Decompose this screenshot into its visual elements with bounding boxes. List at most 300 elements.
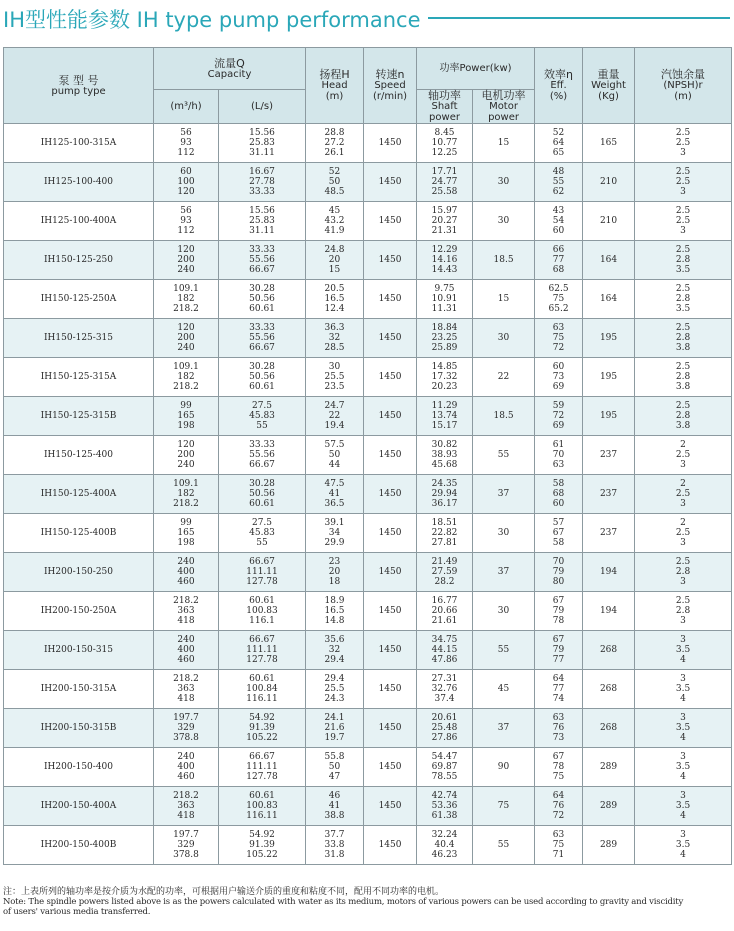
cell-model: IH150-125-400B [4, 514, 154, 553]
cell-npsh [635, 241, 732, 280]
cell-weight: 195 [583, 397, 635, 436]
cell-capacity-m3h-value: 218.2 [173, 596, 199, 606]
cell-npsh-value: 3.5 [675, 840, 691, 850]
cell-efficiency [535, 241, 583, 280]
cell-npsh-value: 2.5 [675, 245, 691, 255]
cell-efficiency-value: 63 [552, 713, 565, 723]
page-title: IH型性能参数 IH type pump performance [3, 8, 421, 32]
cell-capacity-m3h-value: 100 [177, 177, 195, 187]
cell-shaft-power-value: 24.77 [431, 177, 458, 187]
cell-npsh-value: 2.5 [675, 128, 691, 138]
cell-capacity-ls-value: 30.28 [249, 479, 275, 489]
cell-efficiency-value: 54 [552, 216, 565, 226]
cell-shaft-power-value: 38.93 [431, 450, 458, 460]
cell-head [306, 514, 364, 553]
cell-shaft-power-value: 30.82 [431, 440, 458, 450]
cell-capacity-m3h-value: 218.2 [173, 791, 199, 801]
cell-head-value: 45 [328, 206, 341, 216]
cell-npsh-value: 2.5 [675, 284, 691, 294]
table-row [4, 748, 732, 787]
cell-shaft-power-value: 20.61 [431, 713, 458, 723]
cell-efficiency-value: 69 [552, 421, 565, 431]
cell-efficiency-value: 64 [552, 674, 565, 684]
cell-capacity-m3h-value: 418 [177, 694, 195, 704]
cell-npsh-value: 2.8 [675, 567, 691, 577]
table-row [4, 397, 732, 436]
cell-capacity-m3h-value: 109.1 [173, 362, 199, 372]
cell-efficiency [535, 202, 583, 241]
cell-capacity-ls [219, 241, 306, 280]
header-shaft-power: 轴功率 Shaft power [417, 90, 473, 124]
footnote-en-line1: Note: The spindle powers listed above is as the powers calculated with water as its medium, motors of various powers can be used according to gravity and viscidity [3, 897, 684, 907]
cell-shaft-power-value: 14.16 [431, 255, 458, 265]
cell-shaft-power-value: 45.68 [431, 460, 458, 470]
cell-head-value: 35.6 [324, 635, 345, 645]
cell-capacity-ls-value: 30.28 [249, 284, 275, 294]
cell-capacity-m3h-value: 120 [177, 187, 195, 197]
cell-capacity-m3h [154, 826, 219, 865]
cell-capacity-m3h [154, 280, 219, 319]
cell-head-value: 20 [328, 567, 341, 577]
table-row [4, 631, 732, 670]
cell-shaft-power [417, 163, 473, 202]
cell-weight: 237 [583, 514, 635, 553]
cell-head-value: 52 [328, 167, 341, 177]
header-head: 扬程H Head (m) [306, 48, 364, 124]
cell-shaft-power-value: 21.49 [431, 557, 458, 567]
cell-head-value: 48.5 [324, 187, 345, 197]
cell-npsh-value: 2.5 [675, 596, 691, 606]
cell-speed: 1450 [364, 319, 417, 358]
cell-efficiency-value: 65 [552, 148, 565, 158]
cell-capacity-ls-value: 100.83 [246, 801, 278, 811]
cell-efficiency-value: 64 [552, 138, 565, 148]
cell-weight: 195 [583, 319, 635, 358]
cell-npsh [635, 787, 732, 826]
cell-shaft-power-value: 25.89 [431, 343, 458, 353]
cell-capacity-ls-value: 66.67 [249, 557, 275, 567]
cell-efficiency-value: 62 [552, 187, 565, 197]
cell-speed: 1450 [364, 397, 417, 436]
cell-capacity-ls-value: 27.78 [249, 177, 275, 187]
cell-capacity-ls-value: 60.61 [249, 791, 275, 801]
cell-model: IH200-150-400A [4, 787, 154, 826]
cell-capacity-ls-value: 25.83 [249, 138, 275, 148]
cell-npsh [635, 514, 732, 553]
cell-capacity-m3h-value: 109.1 [173, 479, 199, 489]
cell-efficiency-value: 76 [552, 723, 565, 733]
cell-capacity-m3h-value: 218.2 [173, 674, 199, 684]
cell-motor-power: 30 [473, 514, 535, 553]
cell-capacity-m3h-value: 93 [180, 216, 192, 226]
cell-capacity-m3h [154, 397, 219, 436]
cell-head [306, 826, 364, 865]
cell-capacity-ls-value: 25.83 [249, 216, 275, 226]
cell-head-value: 23.5 [324, 382, 345, 392]
cell-capacity-ls-value: 54.92 [249, 830, 275, 840]
cell-npsh-value: 2.8 [675, 333, 691, 343]
cell-capacity-ls [219, 280, 306, 319]
cell-capacity-ls [219, 319, 306, 358]
cell-shaft-power [417, 670, 473, 709]
cell-capacity-ls-value: 100.83 [246, 606, 278, 616]
cell-capacity-ls [219, 826, 306, 865]
cell-npsh-value: 4 [680, 772, 686, 782]
cell-capacity-ls-value: 50.56 [249, 294, 275, 304]
cell-efficiency [535, 631, 583, 670]
cell-capacity-ls-value: 45.83 [249, 528, 275, 538]
cell-efficiency-value: 67 [552, 596, 565, 606]
cell-capacity-m3h-value: 200 [177, 255, 195, 265]
cell-npsh-value: 2.5 [675, 177, 691, 187]
cell-speed: 1450 [364, 163, 417, 202]
cell-capacity-m3h-value: 240 [177, 265, 195, 275]
cell-npsh-value: 2.5 [675, 138, 691, 148]
cell-capacity-ls-value: 50.56 [249, 372, 275, 382]
cell-shaft-power-value: 10.91 [431, 294, 458, 304]
cell-npsh [635, 709, 732, 748]
cell-shaft-power-value: 78.55 [431, 772, 458, 782]
cell-capacity-m3h [154, 202, 219, 241]
cell-efficiency-value: 58 [552, 479, 565, 489]
cell-npsh-value: 3.8 [675, 343, 691, 353]
cell-capacity-m3h [154, 709, 219, 748]
cell-capacity-m3h-value: 165 [177, 528, 195, 538]
table-row [4, 592, 732, 631]
cell-efficiency-value: 57 [552, 518, 565, 528]
cell-shaft-power-value: 14.43 [431, 265, 458, 275]
cell-shaft-power-value: 37.4 [434, 694, 455, 704]
cell-npsh-value: 2.8 [675, 255, 691, 265]
cell-head-value: 24.3 [324, 694, 345, 704]
cell-efficiency [535, 709, 583, 748]
cell-shaft-power-value: 54.47 [431, 752, 458, 762]
cell-capacity-ls [219, 709, 306, 748]
cell-motor-power: 37 [473, 553, 535, 592]
cell-motor-power: 37 [473, 709, 535, 748]
cell-head-value: 36.5 [324, 499, 345, 509]
cell-capacity-m3h [154, 124, 219, 163]
cell-head-value: 36.3 [324, 323, 345, 333]
cell-npsh [635, 475, 732, 514]
cell-capacity-m3h-value: 200 [177, 450, 195, 460]
cell-shaft-power-value: 8.45 [434, 128, 455, 138]
cell-head-value: 31.8 [324, 850, 345, 860]
cell-efficiency-value: 72 [552, 343, 565, 353]
cell-speed: 1450 [364, 631, 417, 670]
cell-shaft-power [417, 280, 473, 319]
cell-efficiency-value: 65.2 [548, 304, 569, 314]
cell-capacity-m3h-value: 109.1 [173, 284, 199, 294]
cell-shaft-power-value: 20.27 [431, 216, 458, 226]
cell-npsh-value: 2.8 [675, 294, 691, 304]
cell-head-value: 50 [328, 450, 341, 460]
cell-efficiency-value: 78 [552, 616, 565, 626]
cell-capacity-ls-value: 60.61 [249, 382, 275, 392]
cell-capacity-ls [219, 787, 306, 826]
cell-shaft-power [417, 202, 473, 241]
cell-efficiency [535, 787, 583, 826]
cell-speed: 1450 [364, 826, 417, 865]
cell-head-value: 37.7 [324, 830, 345, 840]
cell-capacity-m3h-value: 182 [177, 372, 195, 382]
cell-shaft-power-value: 20.23 [431, 382, 458, 392]
cell-capacity-m3h [154, 319, 219, 358]
cell-head-value: 57.5 [324, 440, 345, 450]
cell-shaft-power-value: 27.59 [431, 567, 458, 577]
cell-capacity-m3h-value: 378.8 [173, 733, 199, 743]
cell-shaft-power-value: 22.82 [431, 528, 458, 538]
cell-efficiency [535, 397, 583, 436]
cell-head-value: 28.5 [324, 343, 345, 353]
cell-capacity-ls [219, 202, 306, 241]
cell-shaft-power-value: 15.17 [431, 421, 458, 431]
cell-speed: 1450 [364, 709, 417, 748]
cell-capacity-m3h-value: 197.7 [173, 713, 199, 723]
cell-npsh-value: 2.5 [675, 450, 691, 460]
cell-capacity-ls-value: 60.61 [249, 304, 275, 314]
cell-head-value: 19.4 [324, 421, 345, 431]
cell-capacity-m3h [154, 163, 219, 202]
cell-npsh [635, 826, 732, 865]
cell-npsh-value: 3.5 [675, 265, 691, 275]
cell-capacity-ls-value: 127.78 [246, 577, 278, 587]
cell-capacity-ls [219, 748, 306, 787]
cell-capacity-m3h-value: 240 [177, 557, 195, 567]
table-row [4, 436, 732, 475]
cell-head-value: 28.8 [324, 128, 345, 138]
cell-capacity-m3h-value: 99 [180, 518, 192, 528]
cell-capacity-ls-value: 100.84 [246, 684, 278, 694]
cell-head [306, 787, 364, 826]
cell-model: IH150-125-250A [4, 280, 154, 319]
cell-head [306, 475, 364, 514]
cell-model: IH150-125-315B [4, 397, 154, 436]
cell-model: IH200-150-400B [4, 826, 154, 865]
cell-capacity-m3h-value: 99 [180, 401, 192, 411]
cell-shaft-power-value: 10.77 [431, 138, 458, 148]
cell-capacity-ls-value: 50.56 [249, 489, 275, 499]
cell-capacity-m3h-value: 418 [177, 616, 195, 626]
cell-speed: 1450 [364, 202, 417, 241]
cell-capacity-m3h-value: 363 [177, 684, 195, 694]
cell-shaft-power-value: 16.77 [431, 596, 458, 606]
cell-shaft-power-value: 20.66 [431, 606, 458, 616]
cell-model: IH200-150-315A [4, 670, 154, 709]
cell-shaft-power [417, 475, 473, 514]
cell-weight: 289 [583, 748, 635, 787]
cell-efficiency-value: 66 [552, 245, 565, 255]
cell-npsh-value: 2.8 [675, 411, 691, 421]
cell-capacity-ls-value: 91.39 [249, 723, 275, 733]
cell-capacity-ls-value: 55 [256, 538, 268, 548]
table-row [4, 670, 732, 709]
cell-shaft-power-value: 17.32 [431, 372, 458, 382]
cell-efficiency-value: 78 [552, 762, 565, 772]
cell-efficiency [535, 670, 583, 709]
cell-capacity-ls [219, 631, 306, 670]
table-row [4, 514, 732, 553]
cell-npsh-value: 3 [680, 460, 686, 470]
cell-npsh [635, 631, 732, 670]
cell-efficiency-value: 55 [552, 177, 565, 187]
table-row [4, 280, 732, 319]
cell-head [306, 631, 364, 670]
cell-shaft-power-value: 25.48 [431, 723, 458, 733]
cell-head-value: 43.2 [324, 216, 345, 226]
cell-npsh-value: 3.5 [675, 723, 691, 733]
cell-efficiency-value: 75 [552, 772, 565, 782]
cell-head-value: 23 [328, 557, 341, 567]
cell-head [306, 202, 364, 241]
cell-capacity-m3h [154, 553, 219, 592]
cell-head [306, 124, 364, 163]
cell-npsh-value: 3 [680, 635, 686, 645]
cell-weight: 210 [583, 202, 635, 241]
table-row [4, 202, 732, 241]
cell-motor-power: 30 [473, 319, 535, 358]
cell-npsh [635, 163, 732, 202]
cell-capacity-m3h-value: 120 [177, 323, 195, 333]
cell-capacity-ls-value: 55.56 [249, 333, 275, 343]
cell-head-value: 25.5 [324, 372, 345, 382]
cell-efficiency-value: 64 [552, 791, 565, 801]
cell-capacity-ls-value: 31.11 [249, 226, 275, 236]
cell-model: IH150-125-400A [4, 475, 154, 514]
cell-head [306, 397, 364, 436]
cell-capacity-ls-value: 60.61 [249, 674, 275, 684]
performance-table [3, 47, 732, 865]
table-row [4, 787, 732, 826]
cell-efficiency-value: 67 [552, 528, 565, 538]
header-capacity-unit-ls: (L/s) [219, 90, 306, 124]
cell-npsh [635, 319, 732, 358]
cell-npsh-value: 3.5 [675, 762, 691, 772]
cell-shaft-power-value: 32.24 [431, 830, 458, 840]
cell-weight: 237 [583, 475, 635, 514]
cell-capacity-m3h-value: 93 [180, 138, 192, 148]
cell-model: IH200-150-315B [4, 709, 154, 748]
cell-capacity-m3h [154, 592, 219, 631]
cell-efficiency-value: 76 [552, 801, 565, 811]
cell-efficiency-value: 48 [552, 167, 565, 177]
footnote [3, 887, 731, 917]
cell-shaft-power-value: 21.31 [431, 226, 458, 236]
cell-efficiency-value: 79 [552, 567, 565, 577]
cell-model: IH125-100-400 [4, 163, 154, 202]
cell-efficiency-value: 52 [552, 128, 565, 138]
cell-efficiency-value: 72 [552, 811, 565, 821]
cell-speed: 1450 [364, 475, 417, 514]
cell-npsh [635, 280, 732, 319]
cell-speed: 1450 [364, 280, 417, 319]
cell-head-value: 29.4 [324, 674, 345, 684]
cell-npsh-value: 2.5 [675, 557, 691, 567]
cell-speed: 1450 [364, 124, 417, 163]
cell-capacity-ls [219, 592, 306, 631]
cell-efficiency-value: 43 [552, 206, 565, 216]
cell-capacity-ls-value: 105.22 [246, 733, 278, 743]
cell-shaft-power-value: 9.75 [434, 284, 455, 294]
cell-efficiency [535, 553, 583, 592]
cell-head-value: 46 [328, 791, 341, 801]
cell-weight: 164 [583, 280, 635, 319]
cell-head-value: 24.1 [324, 713, 345, 723]
cell-capacity-m3h-value: 378.8 [173, 850, 199, 860]
cell-head-value: 29.9 [324, 538, 345, 548]
cell-capacity-m3h-value: 198 [177, 421, 195, 431]
cell-head-value: 47.5 [324, 479, 345, 489]
cell-head-value: 33.8 [324, 840, 345, 850]
cell-head-value: 32 [328, 645, 341, 655]
cell-npsh-value: 2.5 [675, 401, 691, 411]
cell-capacity-m3h [154, 475, 219, 514]
cell-shaft-power-value: 27.31 [431, 674, 458, 684]
header-speed: 转速n Speed (r/min) [364, 48, 417, 124]
cell-shaft-power-value: 53.36 [431, 801, 458, 811]
cell-weight: 289 [583, 787, 635, 826]
cell-capacity-m3h [154, 631, 219, 670]
cell-capacity-m3h [154, 241, 219, 280]
cell-capacity-m3h [154, 436, 219, 475]
cell-speed: 1450 [364, 592, 417, 631]
cell-efficiency-value: 60 [552, 499, 565, 509]
cell-head [306, 553, 364, 592]
cell-capacity-ls-value: 111.11 [246, 762, 278, 772]
cell-capacity-ls-value: 16.67 [249, 167, 275, 177]
cell-shaft-power [417, 358, 473, 397]
cell-capacity-m3h-value: 112 [177, 226, 195, 236]
cell-capacity-m3h-value: 56 [180, 128, 192, 138]
cell-efficiency [535, 436, 583, 475]
cell-npsh-value: 2 [680, 518, 686, 528]
cell-efficiency-value: 60 [552, 226, 565, 236]
cell-shaft-power-value: 44.15 [431, 645, 458, 655]
cell-shaft-power-value: 11.31 [431, 304, 458, 314]
cell-speed: 1450 [364, 436, 417, 475]
cell-shaft-power [417, 436, 473, 475]
cell-capacity-ls-value: 111.11 [246, 645, 278, 655]
cell-speed: 1450 [364, 514, 417, 553]
cell-npsh-value: 2 [680, 440, 686, 450]
cell-capacity-m3h-value: 218.2 [173, 304, 199, 314]
cell-efficiency-value: 63 [552, 323, 565, 333]
cell-npsh-value: 3 [680, 674, 686, 684]
cell-efficiency-value: 73 [552, 372, 565, 382]
header-power: 功率Power(kw) [417, 48, 535, 90]
cell-shaft-power [417, 397, 473, 436]
cell-head [306, 592, 364, 631]
cell-npsh [635, 748, 732, 787]
cell-shaft-power-value: 32.76 [431, 684, 458, 694]
cell-head [306, 670, 364, 709]
table-row [4, 358, 732, 397]
cell-model: IH200-150-250 [4, 553, 154, 592]
cell-shaft-power-value: 27.81 [431, 538, 458, 548]
cell-motor-power: 75 [473, 787, 535, 826]
cell-npsh-value: 4 [680, 733, 686, 743]
cell-npsh-value: 3.5 [675, 684, 691, 694]
cell-capacity-m3h-value: 218.2 [173, 499, 199, 509]
cell-capacity-m3h-value: 182 [177, 489, 195, 499]
cell-capacity-ls [219, 436, 306, 475]
cell-capacity-ls-value: 66.67 [249, 460, 275, 470]
cell-npsh-value: 3.8 [675, 421, 691, 431]
cell-capacity-m3h-value: 400 [177, 762, 195, 772]
cell-capacity-m3h-value: 120 [177, 245, 195, 255]
cell-shaft-power-value: 42.74 [431, 791, 458, 801]
cell-npsh-value: 3.5 [675, 645, 691, 655]
